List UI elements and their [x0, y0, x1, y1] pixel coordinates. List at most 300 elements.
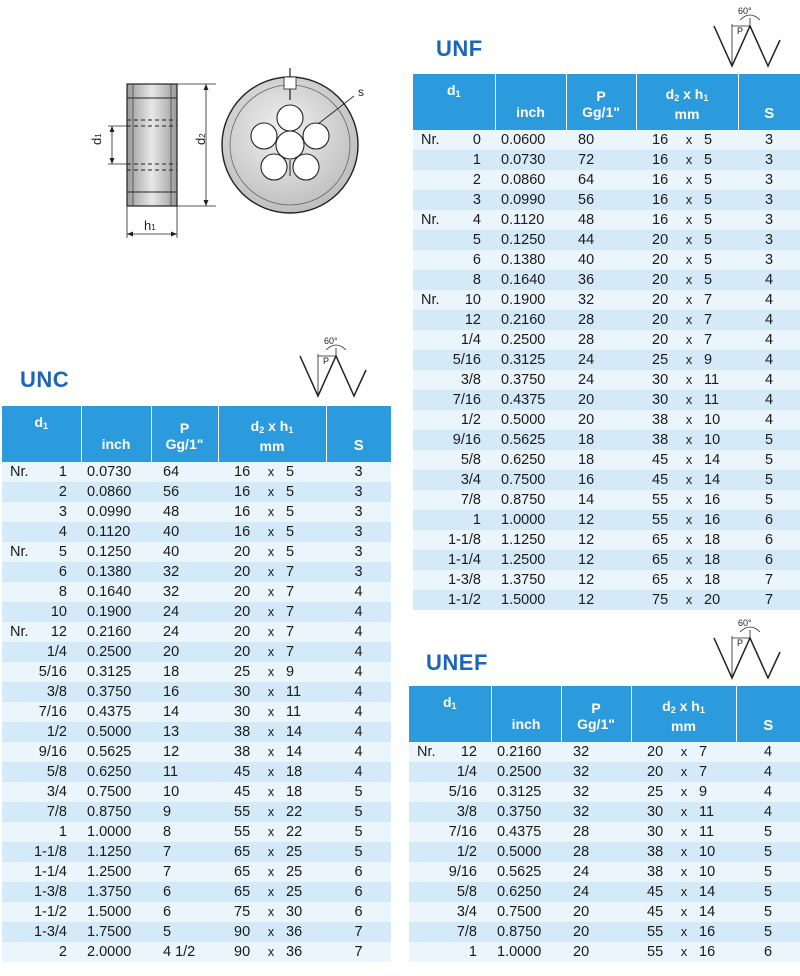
- nr-prefix: Nr.: [10, 624, 29, 640]
- cell-inch: 0.5625: [491, 862, 561, 882]
- cell-d2-h1: [218, 762, 326, 782]
- cell-s: 3: [326, 482, 391, 502]
- cell-inch: 0.0990: [495, 190, 566, 210]
- cell-d1: [413, 570, 495, 590]
- cell-d1: [2, 782, 81, 802]
- times-sign: x: [267, 744, 275, 759]
- times-sign: x: [267, 924, 275, 939]
- cell-d1: [2, 822, 81, 842]
- cell-d2-h1: [218, 922, 326, 942]
- d2-value: 55: [652, 492, 669, 508]
- cell-d2-h1: [636, 150, 738, 170]
- times-sign: x: [267, 524, 275, 539]
- d1-value: 8: [472, 272, 481, 288]
- d1-value: 5/8: [46, 764, 67, 780]
- cell-s: 5: [736, 822, 800, 842]
- d1-value: 5/16: [448, 784, 477, 800]
- cell-inch: 1.5000: [495, 590, 566, 610]
- h1-value: 16: [699, 944, 716, 960]
- cell-inch: 0.7500: [81, 782, 151, 802]
- cell-d1: [413, 530, 495, 550]
- h1-value: 10: [704, 432, 721, 448]
- cell-s: 4: [326, 742, 391, 762]
- d1-value: 1/4: [46, 644, 67, 660]
- cell-d1: [409, 782, 491, 802]
- times-sign: x: [680, 744, 688, 759]
- times-sign: x: [680, 784, 688, 799]
- d2-value: 38: [652, 412, 669, 428]
- d1-value: 1/2: [46, 724, 67, 740]
- cell-d1: [413, 150, 495, 170]
- cell-s: 4: [738, 390, 800, 410]
- times-sign: x: [267, 764, 275, 779]
- table-row: [2, 502, 391, 522]
- cell-d2-h1: [631, 942, 736, 962]
- cell-d2-h1: [218, 822, 326, 842]
- col-header-pitch: P Gg/1": [151, 406, 218, 462]
- cell-d1: [409, 822, 491, 842]
- d2-value: 20: [652, 272, 669, 288]
- cell-pitch: 24: [151, 602, 218, 622]
- cell-inch: 0.1640: [81, 582, 151, 602]
- d1-value: 6: [58, 564, 67, 580]
- unf-title: UNF: [436, 36, 483, 61]
- times-sign: x: [267, 844, 275, 859]
- cell-d2-h1: [218, 682, 326, 702]
- h1-value: 11: [704, 372, 720, 388]
- cell-d1: [409, 762, 491, 782]
- cell-s: 4: [326, 682, 391, 702]
- cell-d2-h1: [218, 722, 326, 742]
- cell-pitch: 40: [566, 250, 636, 270]
- cell-d1: [409, 862, 491, 882]
- cell-inch: 1.0000: [495, 510, 566, 530]
- cell-d2-h1: [631, 762, 736, 782]
- h1-value: 5: [704, 172, 713, 188]
- table-row: [413, 170, 800, 190]
- d2-value: 55: [647, 944, 664, 960]
- d2-value: 25: [652, 352, 669, 368]
- cell-pitch: 9: [151, 802, 218, 822]
- h1-value: 5: [704, 272, 713, 288]
- h1-value: 25: [286, 884, 303, 900]
- cell-d2-h1: [636, 530, 738, 550]
- h1-value: 11: [286, 704, 302, 720]
- cell-d1: [413, 430, 495, 450]
- d1-value: 1-1/2: [33, 904, 67, 920]
- cell-s: 5: [326, 782, 391, 802]
- table-row: [409, 802, 800, 822]
- cell-s: 4: [326, 702, 391, 722]
- cell-d2-h1: [636, 570, 738, 590]
- d1-value: 3/8: [460, 372, 481, 388]
- cell-d2-h1: [636, 590, 738, 610]
- d2-value: 90: [234, 924, 251, 940]
- cell-pitch: 24: [566, 350, 636, 370]
- label-d1: d1: [89, 133, 104, 145]
- cell-inch: 0.0860: [81, 482, 151, 502]
- h1-value: 20: [704, 592, 721, 608]
- times-sign: x: [680, 904, 688, 919]
- cell-d2-h1: [631, 922, 736, 942]
- h1-value: 16: [699, 924, 716, 940]
- cell-d1: [2, 742, 81, 762]
- unc-title: UNC: [20, 367, 70, 392]
- cell-d1: [413, 450, 495, 470]
- times-sign: x: [267, 544, 275, 559]
- d1-value: 7/16: [452, 392, 481, 408]
- table-row: [413, 430, 800, 450]
- table-row: [2, 682, 391, 702]
- d1-value: 1: [472, 512, 481, 528]
- cell-pitch: 7: [151, 842, 218, 862]
- cell-d2-h1: [218, 522, 326, 542]
- d2-value: 25: [234, 664, 251, 680]
- cell-pitch: 18: [151, 662, 218, 682]
- cell-pitch: 72: [566, 150, 636, 170]
- unf-table: [413, 74, 800, 610]
- h1-value: 11: [704, 392, 720, 408]
- d1-value: 1-1/8: [33, 844, 67, 860]
- cell-d1: [409, 742, 491, 762]
- cell-s: 5: [736, 882, 800, 902]
- unef-table: [409, 686, 800, 962]
- cell-d2-h1: [636, 370, 738, 390]
- table-row: [2, 602, 391, 622]
- cell-d2-h1: [218, 542, 326, 562]
- cell-s: 3: [326, 522, 391, 542]
- cell-pitch: 32: [151, 582, 218, 602]
- cell-d2-h1: [218, 942, 326, 962]
- times-sign: x: [685, 472, 693, 487]
- cell-pitch: 32: [566, 290, 636, 310]
- unc-table: [2, 406, 391, 962]
- h1-value: 7: [286, 584, 295, 600]
- times-sign: x: [267, 564, 275, 579]
- times-sign: x: [680, 844, 688, 859]
- cell-inch: 0.1250: [495, 230, 566, 250]
- cell-s: 3: [738, 230, 800, 250]
- table-row: [409, 742, 800, 762]
- d2-value: 30: [234, 684, 251, 700]
- d2-value: 30: [647, 824, 664, 840]
- cell-pitch: 44: [566, 230, 636, 250]
- table-row: [2, 482, 391, 502]
- times-sign: x: [685, 212, 693, 227]
- d2-value: 16: [652, 172, 669, 188]
- cell-d2-h1: [636, 410, 738, 430]
- cell-inch: 1.1250: [81, 842, 151, 862]
- times-sign: x: [685, 592, 693, 607]
- h1-value: 5: [704, 152, 713, 168]
- cell-d1: [2, 762, 81, 782]
- table-header: [2, 406, 391, 462]
- cell-d2-h1: [631, 902, 736, 922]
- cell-d1: [409, 802, 491, 822]
- cell-d1: [409, 922, 491, 942]
- col-header-pitch: P Gg/1": [566, 74, 636, 130]
- cell-inch: 0.5000: [491, 842, 561, 862]
- cell-d2-h1: [636, 350, 738, 370]
- unc-table-body: [2, 462, 391, 962]
- d1-value: 1/4: [456, 764, 477, 780]
- cell-s: 6: [738, 550, 800, 570]
- d2-value: 65: [234, 844, 251, 860]
- d1-value: 3: [472, 192, 481, 208]
- times-sign: x: [685, 272, 693, 287]
- cell-d1: [413, 490, 495, 510]
- table-row: [2, 742, 391, 762]
- d1-value: 2: [472, 172, 481, 188]
- cell-s: 4: [326, 762, 391, 782]
- cell-inch: 0.1380: [495, 250, 566, 270]
- cell-d1: [2, 722, 81, 742]
- cell-d2-h1: [631, 742, 736, 762]
- cell-d2-h1: [218, 862, 326, 882]
- cell-inch: 1.5000: [81, 902, 151, 922]
- times-sign: x: [685, 132, 693, 147]
- table-row: [2, 942, 391, 962]
- cell-pitch: 6: [151, 902, 218, 922]
- d1-value: 4: [58, 524, 67, 540]
- cell-d2-h1: [218, 742, 326, 762]
- col-header-s: S: [736, 686, 800, 742]
- col-header-d2-h1: $d_2$ x $h_1$ mm: [218, 406, 326, 462]
- table-row: [2, 762, 391, 782]
- table-row: [409, 882, 800, 902]
- d2-value: 20: [234, 604, 251, 620]
- cell-s: 5: [736, 862, 800, 882]
- cell-inch: 0.7500: [491, 902, 561, 922]
- cell-pitch: 14: [566, 490, 636, 510]
- times-sign: x: [267, 604, 275, 619]
- cell-pitch: 5: [151, 922, 218, 942]
- d2-value: 65: [652, 552, 669, 568]
- times-sign: x: [680, 884, 688, 899]
- h1-value: 7: [286, 604, 295, 620]
- table-row: [413, 190, 800, 210]
- h1-value: 14: [286, 744, 303, 760]
- table-row: [413, 490, 800, 510]
- cell-s: 4: [736, 742, 800, 762]
- times-sign: x: [685, 352, 693, 367]
- cell-inch: 0.0990: [81, 502, 151, 522]
- cell-d2-h1: [636, 310, 738, 330]
- h1-value: 5: [286, 464, 295, 480]
- d1-value: 3/8: [456, 804, 477, 820]
- svg-text:60°: 60°: [324, 336, 338, 346]
- cell-pitch: 24: [151, 622, 218, 642]
- cell-s: 4: [326, 602, 391, 622]
- cell-d1: [413, 350, 495, 370]
- cell-inch: 0.4375: [495, 390, 566, 410]
- cell-pitch: 20: [151, 642, 218, 662]
- cell-pitch: 18: [566, 450, 636, 470]
- d2-value: 20: [652, 252, 669, 268]
- cell-s: 6: [326, 882, 391, 902]
- h1-value: 18: [704, 552, 721, 568]
- table-row: [2, 862, 391, 882]
- cell-d1: [413, 190, 495, 210]
- cell-s: 7: [738, 590, 800, 610]
- h1-value: 7: [286, 644, 295, 660]
- d2-value: 30: [234, 704, 251, 720]
- cell-s: 3: [738, 170, 800, 190]
- times-sign: x: [267, 724, 275, 739]
- d2-value: 20: [652, 312, 669, 328]
- table-row: [2, 462, 391, 482]
- cell-inch: 0.2160: [81, 622, 151, 642]
- times-sign: x: [680, 924, 688, 939]
- d2-value: 20: [652, 232, 669, 248]
- cell-s: 5: [738, 450, 800, 470]
- d2-value: 45: [652, 452, 669, 468]
- cell-s: 4: [326, 582, 391, 602]
- d2-value: 55: [647, 924, 664, 940]
- cell-d1: [413, 550, 495, 570]
- cell-d1: [2, 542, 81, 562]
- times-sign: x: [685, 452, 693, 467]
- cell-pitch: 13: [151, 722, 218, 742]
- table-row: [409, 942, 800, 962]
- cell-inch: 0.3750: [491, 802, 561, 822]
- svg-text:P: P: [323, 356, 330, 366]
- table-row: [413, 450, 800, 470]
- cell-inch: 0.3750: [495, 370, 566, 390]
- table-row: [413, 150, 800, 170]
- cell-inch: 0.5000: [81, 722, 151, 742]
- times-sign: x: [267, 644, 275, 659]
- cell-d2-h1: [218, 782, 326, 802]
- cell-s: 4: [736, 782, 800, 802]
- table-row: [409, 782, 800, 802]
- d2-value: 20: [234, 564, 251, 580]
- cell-pitch: 14: [151, 702, 218, 722]
- cell-s: 5: [326, 802, 391, 822]
- cell-pitch: 40: [151, 542, 218, 562]
- cell-s: 6: [326, 902, 391, 922]
- table-row: [2, 562, 391, 582]
- cell-inch: 0.2160: [491, 742, 561, 762]
- cell-pitch: 20: [566, 410, 636, 430]
- d2-value: 16: [652, 192, 669, 208]
- h1-value: 18: [704, 572, 721, 588]
- d2-value: 20: [647, 764, 664, 780]
- times-sign: x: [685, 192, 693, 207]
- d1-value: 1/4: [460, 332, 481, 348]
- cell-s: 4: [738, 310, 800, 330]
- cell-s: 5: [326, 842, 391, 862]
- cell-pitch: 12: [566, 510, 636, 530]
- h1-value: 7: [704, 312, 713, 328]
- cell-s: 3: [738, 130, 800, 150]
- table-header: [413, 74, 800, 130]
- table-row: [2, 782, 391, 802]
- d2-value: 16: [234, 464, 251, 480]
- svg-text:60°: 60°: [738, 618, 752, 628]
- times-sign: x: [680, 824, 688, 839]
- d2-value: 30: [647, 804, 664, 820]
- cell-pitch: 20: [566, 390, 636, 410]
- d1-value: 7/8: [46, 804, 67, 820]
- d1-value: 1: [58, 824, 67, 840]
- table-row: [413, 350, 800, 370]
- h1-value: 7: [286, 564, 295, 580]
- table-row: [2, 702, 391, 722]
- d1-value: 7/8: [460, 492, 481, 508]
- table-row: [413, 590, 800, 610]
- table-row: [413, 250, 800, 270]
- h1-value: 7: [286, 624, 295, 640]
- col-header-inch: inch: [495, 74, 566, 130]
- nr-prefix: Nr.: [421, 292, 440, 308]
- cell-pitch: 56: [151, 482, 218, 502]
- cell-pitch: 12: [566, 590, 636, 610]
- h1-value: 22: [286, 824, 303, 840]
- col-header-d1: $d_1$: [413, 74, 495, 130]
- h1-value: 36: [286, 924, 303, 940]
- cell-s: 4: [736, 762, 800, 782]
- cell-d2-h1: [636, 130, 738, 150]
- d1-value: 1-1/8: [447, 532, 481, 548]
- cell-d1: [409, 902, 491, 922]
- cell-d2-h1: [636, 470, 738, 490]
- cell-d2-h1: [631, 842, 736, 862]
- h1-value: 7: [699, 744, 708, 760]
- d2-value: 38: [652, 432, 669, 448]
- table-row: [2, 922, 391, 942]
- cell-d1: [413, 310, 495, 330]
- d2-value: 16: [234, 504, 251, 520]
- cell-d2-h1: [636, 490, 738, 510]
- d2-value: 75: [652, 592, 669, 608]
- cell-d1: [2, 702, 81, 722]
- cell-inch: 0.2500: [81, 642, 151, 662]
- cell-inch: 0.3750: [81, 682, 151, 702]
- cell-s: 3: [738, 150, 800, 170]
- cell-pitch: 80: [566, 130, 636, 150]
- times-sign: x: [685, 392, 693, 407]
- cell-s: 5: [738, 430, 800, 450]
- cell-d1: [413, 170, 495, 190]
- times-sign: x: [680, 944, 688, 959]
- h1-value: 18: [704, 532, 721, 548]
- d1-value: 9/16: [448, 864, 477, 880]
- d2-value: 25: [647, 784, 664, 800]
- cell-d2-h1: [631, 802, 736, 822]
- table-row: [2, 642, 391, 662]
- times-sign: x: [267, 944, 275, 959]
- d2-value: 65: [234, 864, 251, 880]
- cell-inch: 0.1250: [81, 542, 151, 562]
- cell-d1: [2, 582, 81, 602]
- h1-value: 9: [286, 664, 295, 680]
- d2-value: 45: [647, 884, 664, 900]
- d2-value: 16: [234, 484, 251, 500]
- cell-inch: 0.8750: [495, 490, 566, 510]
- d1-value: 1/2: [460, 412, 481, 428]
- table-row: [409, 822, 800, 842]
- thread-profile-icon-unf: [712, 4, 782, 70]
- h1-value: 5: [286, 544, 295, 560]
- cell-inch: 0.2160: [495, 310, 566, 330]
- cell-d1: [413, 130, 495, 150]
- cell-s: 7: [326, 942, 391, 962]
- times-sign: x: [680, 764, 688, 779]
- d2-value: 38: [647, 864, 664, 880]
- col-header-inch: inch: [491, 686, 561, 742]
- d1-value: 2: [58, 484, 67, 500]
